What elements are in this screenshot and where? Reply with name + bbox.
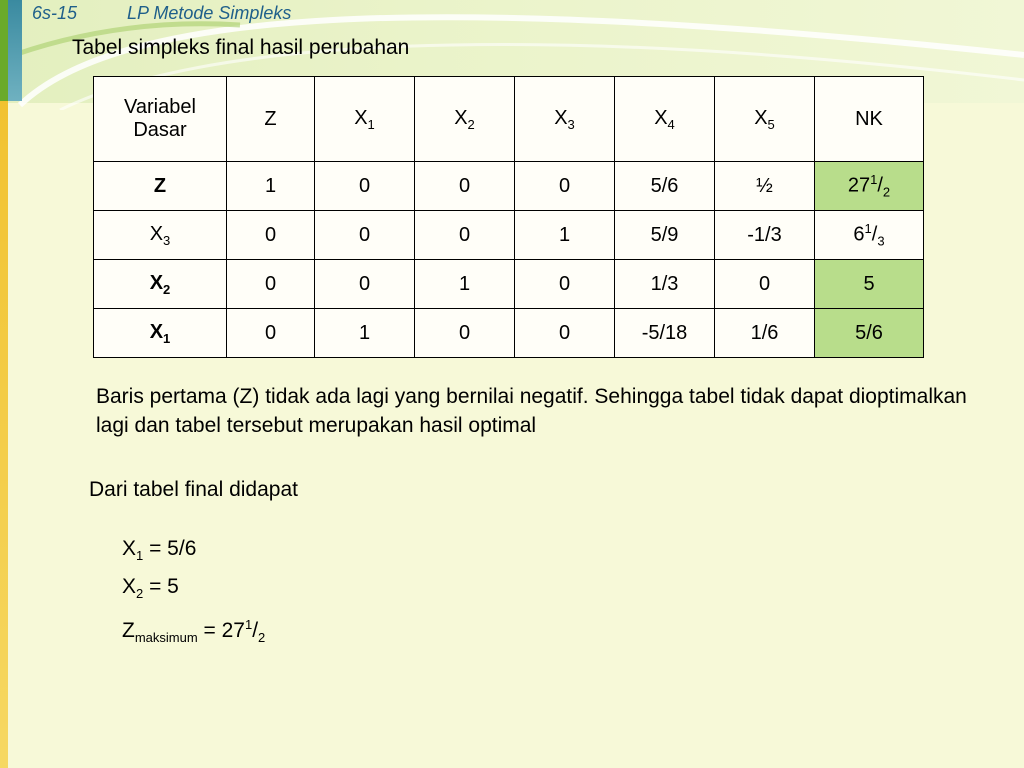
cell-x3: 0 — [515, 162, 615, 211]
slide-header — [32, 3, 291, 24]
cell-x3: 0 — [515, 309, 615, 358]
slide-subtitle: Tabel simpleks final hasil perubahan — [72, 36, 410, 59]
conclusion-heading: Dari tabel final didapat — [89, 478, 298, 501]
cell-x2: 0 — [415, 162, 515, 211]
table-header-row — [94, 77, 924, 162]
header-basis: Variabel Dasar — [94, 77, 227, 162]
cell-x5: -1/3 — [715, 211, 815, 260]
table-row — [94, 211, 924, 260]
header-z: Z — [227, 77, 315, 162]
basis-cell: $X_1$ — [94, 309, 227, 358]
cell-x1: 0 — [315, 211, 415, 260]
header-x4: $X_4$ — [615, 77, 715, 162]
basis-cell: $X_2$ — [94, 260, 227, 309]
cell-x1: 0 — [315, 162, 415, 211]
results-block — [122, 533, 265, 654]
cell-x3: 0 — [515, 260, 615, 309]
header-x2: $X_2$ — [415, 77, 515, 162]
cell-nk: 5/6 — [815, 309, 924, 358]
cell-x5: 0 — [715, 260, 815, 309]
cell-nk: 5 — [815, 260, 924, 309]
cell-z: 0 — [227, 211, 315, 260]
simplex-table — [93, 76, 924, 358]
cell-nk: $27^1/_2$ — [815, 162, 924, 211]
basis-cell: Z — [94, 162, 227, 211]
result-x1: $X_1 = 5/6$ — [122, 537, 197, 564]
cell-x2: 1 — [415, 260, 515, 309]
cell-x5: 1/6 — [715, 309, 815, 358]
cell-x5: ½ — [715, 162, 815, 211]
accent-bar-green — [0, 0, 8, 101]
cell-x1: 1 — [315, 309, 415, 358]
result-z-max: $Z_{maksimum} = 27^1/_2$ — [122, 617, 266, 646]
table-row — [94, 162, 924, 211]
basis-cell: $X_3$ — [94, 211, 227, 260]
cell-z: 1 — [227, 162, 315, 211]
cell-x2: 0 — [415, 211, 515, 260]
accent-bar-teal — [8, 0, 22, 101]
cell-x3: 1 — [515, 211, 615, 260]
table-row — [94, 309, 924, 358]
cell-z: 0 — [227, 309, 315, 358]
cell-x4: 5/6 — [615, 162, 715, 211]
explanation-paragraph: Baris pertama (Z) tidak ada lagi yang bernilai negatif. Sehingga tabel tidak dapat dioptimalkan lagi dan tabel tersebut merupakan hasil optimal — [96, 385, 967, 437]
header-x3: $X_3$ — [515, 77, 615, 162]
slide-code: 6s-15 — [32, 3, 78, 23]
slide-topic: LP Metode Simpleks — [127, 3, 292, 23]
header-x1: $X_1$ — [315, 77, 415, 162]
result-x2: $X_2 = 5$ — [122, 575, 179, 602]
cell-x4: 1/3 — [615, 260, 715, 309]
accent-bar-yellow — [0, 101, 8, 768]
header-nk: NK — [815, 77, 924, 162]
cell-nk: $6^1/_3$ — [815, 211, 924, 260]
cell-x4: 5/9 — [615, 211, 715, 260]
table-row — [94, 260, 924, 309]
header-x5: $X_5$ — [715, 77, 815, 162]
cell-x1: 0 — [315, 260, 415, 309]
cell-x4: -5/18 — [615, 309, 715, 358]
cell-x2: 0 — [415, 309, 515, 358]
cell-z: 0 — [227, 260, 315, 309]
